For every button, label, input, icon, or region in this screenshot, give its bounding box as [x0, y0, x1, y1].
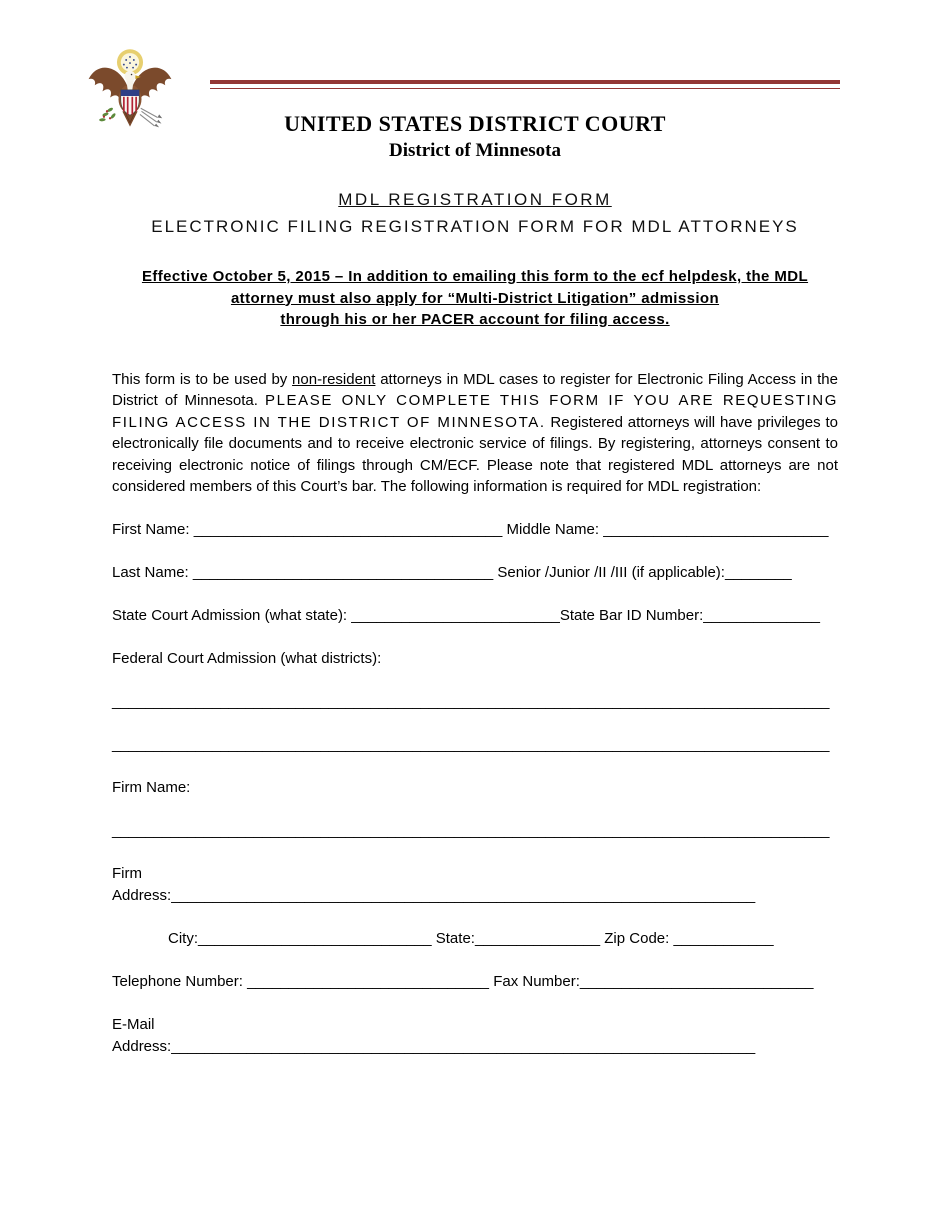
city-blank: ____________________________	[198, 930, 432, 948]
email-word: E-Mail	[112, 1016, 155, 1034]
email-address-row	[112, 1036, 838, 1058]
senior-junior-blank: ________	[724, 564, 792, 582]
effective-notice	[112, 266, 838, 331]
state-admission-blank: _________________________	[351, 607, 560, 625]
state-label: State:	[431, 930, 475, 948]
form-title: MDL REGISTRATION FORM	[338, 190, 612, 209]
header-rule	[210, 80, 840, 89]
state-admission-label: State Court Admission (what state):	[112, 607, 352, 625]
email-address-label: Address:	[112, 1038, 172, 1056]
court-name: UNITED STATES DISTRICT COURT	[284, 111, 666, 136]
city-state-zip-row	[112, 928, 838, 950]
federal-admission-row	[112, 648, 838, 670]
firm-name-row	[112, 777, 838, 799]
fax-blank: ____________________________	[579, 973, 814, 991]
federal-admission-label: Federal Court Admission (what districts):	[112, 650, 382, 668]
firm-name-blank-row	[112, 820, 838, 842]
first-name-blank: _____________________________________	[193, 521, 503, 539]
intro-caps-sentence: PLEASE ONLY COMPLETE THIS FORM IF YOU ARE REQUESTING FILING ACCESS IN THE DISTRICT OF MINNESOTA.	[112, 392, 838, 431]
firm-address-word-row	[112, 863, 838, 885]
email-address-blank: ______________________________________________________________________	[171, 1038, 756, 1056]
last-name-row	[112, 562, 838, 584]
state-blank: _______________	[474, 930, 601, 948]
middle-name-label: Middle Name:	[502, 521, 604, 539]
last-name-blank: ____________________________________	[192, 564, 494, 582]
federal-admission-blank-1: ______________________________________________________________________________________	[112, 693, 830, 711]
zip-code-label: Zip Code:	[600, 930, 674, 948]
firm-name-blank: ______________________________________________________________________________________	[112, 822, 830, 840]
firm-name-label: Firm Name:	[112, 779, 191, 797]
name-row	[112, 519, 838, 541]
title-block	[112, 188, 838, 240]
firm-address-label: Address:	[112, 887, 172, 905]
last-name-label: Last Name:	[112, 564, 193, 582]
state-bar-id-label: State Bar ID Number:	[559, 607, 704, 625]
notice-line-1: Effective October 5, 2015 – In addition to emailing this form to the ecf helpdesk, the MDL	[141, 268, 809, 285]
middle-name-blank: ___________________________	[603, 521, 829, 539]
telephone-blank: _____________________________	[247, 973, 490, 991]
firm-word: Firm	[112, 865, 142, 883]
intro-non-resident-term: non-resident	[292, 370, 376, 388]
us-court-seal	[84, 44, 176, 148]
intro-rest: Registered attorneys will have privileges to electronically file documents and to receive electronic service of filings. By registering, attorneys consent to receiving electronic notice of filings through CM/ECF. Please note that registered MDL attorneys are not considered members of this Court’s bar. The following information is required for MDL registration:	[112, 413, 838, 496]
intro-paragraph	[112, 369, 838, 499]
intro-lead: This form is to be used by	[112, 370, 293, 388]
firm-address-blank: ______________________________________________________________________	[171, 887, 756, 905]
eagle-seal-icon	[84, 44, 176, 148]
federal-admission-blank-row-2	[112, 734, 838, 756]
district-name: District of Minnesota	[388, 140, 562, 161]
federal-admission-blank-2: ______________________________________________________________________________________	[112, 736, 830, 754]
telephone-label: Telephone Number:	[112, 973, 248, 991]
form-subtitle: ELECTRONIC FILING REGISTRATION FORM FOR MDL ATTORNEYS	[151, 217, 799, 236]
senior-junior-label: Senior /Junior /II /III (if applicable):	[493, 564, 725, 582]
federal-admission-blank-row-1	[112, 691, 838, 713]
notice-line-2: attorney must also apply for “Multi-District Litigation” admission	[230, 289, 720, 307]
intro-after-term: attorneys in MDL cases to register for Electronic Filing Access in the District of Minnesota.	[112, 370, 838, 410]
state-bar-id-blank: ______________	[703, 607, 821, 625]
notice-line-3: through his or her PACER account for filing access.	[280, 311, 670, 328]
phone-fax-row	[112, 971, 838, 993]
firm-address-row	[112, 885, 838, 907]
zip-code-blank: ____________	[673, 930, 774, 948]
city-label: City:	[168, 930, 198, 948]
fax-label: Fax Number:	[489, 973, 580, 991]
state-admission-row	[112, 605, 838, 627]
first-name-label: First Name:	[112, 521, 194, 539]
email-word-row	[112, 1014, 838, 1036]
